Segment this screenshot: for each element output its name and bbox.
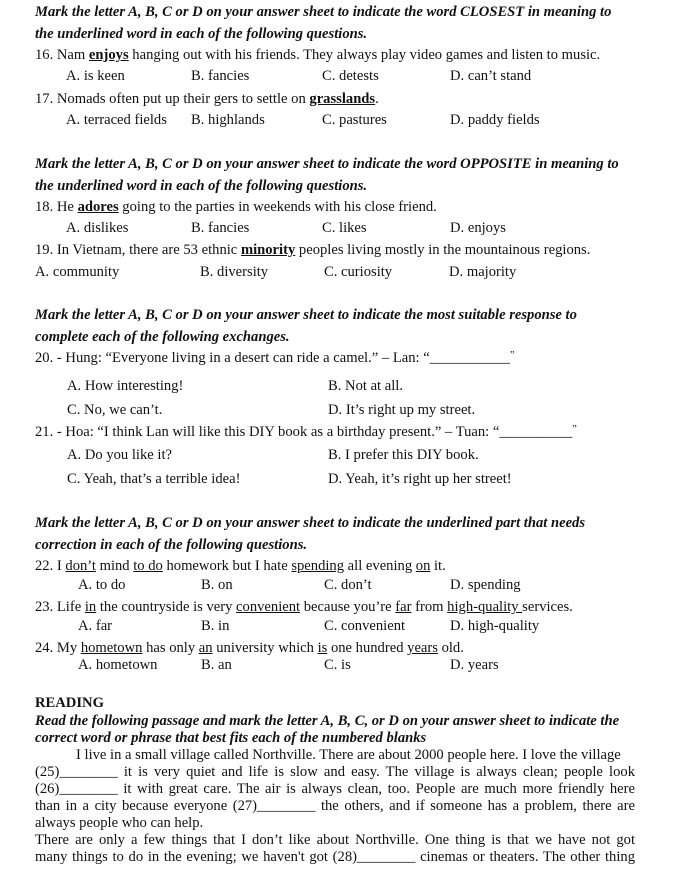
q22-text-1: 22. I: [35, 558, 66, 574]
q21-option-c[interactable]: C. Yeah, that’s a terrible idea!: [67, 471, 241, 487]
q23-underlined-b: convenient: [236, 599, 301, 615]
q18-underlined-word: adores: [77, 199, 119, 215]
q24-text-3: university which: [212, 640, 318, 656]
q22-option-a[interactable]: A. to do: [78, 577, 126, 593]
q16-option-d[interactable]: D. can’t stand: [450, 68, 532, 84]
q18-option-c[interactable]: C. likes: [322, 220, 367, 236]
q16-option-a[interactable]: A. is keen: [66, 68, 125, 84]
q21-option-d[interactable]: D. Yeah, it’s right up her street!: [328, 471, 512, 487]
q24-underlined-a: hometown: [80, 640, 143, 656]
q21-answer-blank[interactable]: __________: [499, 424, 573, 440]
q24-text-1: 24. My: [35, 640, 81, 656]
q20-option-d[interactable]: D. It’s right up my street.: [328, 402, 476, 418]
q24-text-5: old.: [437, 640, 464, 656]
q24-option-a[interactable]: A. hometown: [78, 657, 158, 673]
q17-option-a[interactable]: A. terraced fields: [66, 112, 167, 128]
q23-underlined-d: high-quality: [447, 599, 523, 615]
q19-option-b[interactable]: B. diversity: [200, 264, 269, 280]
section2-instruction-line1: Mark the letter A, B, C or D on your answer sheet to indicate the word OPPOSITE in meaning to: [35, 156, 619, 172]
q22-underlined-c: spending: [291, 558, 345, 574]
question-18: [35, 199, 437, 216]
q23-option-c[interactable]: C. convenient: [324, 618, 406, 634]
q20-close-quote: ”: [509, 350, 515, 361]
q22-text-4: all evening: [344, 558, 416, 574]
reading-instruction-line2: correct word or phrase that best fits each of the numbered blanks: [35, 730, 427, 746]
q23-option-b[interactable]: B. in: [201, 618, 230, 634]
q20-option-a[interactable]: A. How interesting!: [67, 378, 184, 394]
q16-option-b[interactable]: B. fancies: [191, 68, 250, 84]
q17-stem-end: .: [375, 91, 379, 107]
q17-option-b[interactable]: B. highlands: [191, 112, 265, 128]
q18-stem-end: going to the parties in weekends with his close friend.: [118, 199, 437, 215]
q24-option-d[interactable]: D. years: [450, 657, 499, 673]
q18-option-b[interactable]: B. fancies: [191, 220, 250, 236]
q17-stem-start: 17. Nomads often put up their gers to settle on: [35, 91, 310, 107]
passage-line-4: than in a city because everyone (27)________ the others, and if someone has a problem, there are: [35, 798, 635, 814]
section1-instruction-line2: the underlined word in each of the following questions.: [35, 26, 368, 42]
q19-stem-end: peoples living mostly in the mountainous regions.: [295, 242, 591, 258]
q22-option-c[interactable]: C. don’t: [324, 577, 372, 593]
question-23: [35, 599, 573, 616]
q19-stem-start: 19. In Vietnam, there are 53 ethnic: [35, 242, 241, 258]
q22-underlined-d: on: [415, 558, 431, 574]
q23-text-4: from: [411, 599, 448, 615]
section3-instruction-line1: Mark the letter A, B, C or D on your answer sheet to indicate the most suitable response to: [35, 307, 577, 323]
q20-answer-blank[interactable]: ___________: [429, 350, 510, 366]
q23-text-1: 23. Life: [35, 599, 85, 615]
question-16: [35, 47, 600, 64]
q23-text-3: because you’re: [300, 599, 396, 615]
question-17: [35, 91, 379, 108]
q24-underlined-c: is: [317, 640, 328, 656]
q20-option-b[interactable]: B. Not at all.: [328, 378, 403, 394]
q18-option-d[interactable]: D. enjoys: [450, 220, 506, 236]
q21-close-quote: ”: [572, 424, 577, 435]
q20-stem: 20. - Hung: “Everyone living in a desert can ride a camel.” – Lan: “: [35, 350, 430, 366]
q22-text-3: homework but I hate: [162, 558, 292, 574]
q22-underlined-a: don’t: [65, 558, 96, 574]
q23-text-2: the countryside is very: [96, 599, 237, 615]
q16-option-c[interactable]: C. detests: [322, 68, 379, 84]
passage-line-6: There are only a few things that I don’t like about Northville. One thing is that we have not got: [35, 832, 635, 848]
reading-instruction-line1: Read the following passage and mark the letter A, B, C, or D on your answer sheet to indicate the: [35, 713, 620, 729]
q22-text-2: mind: [95, 558, 134, 574]
q23-underlined-a: in: [84, 599, 97, 615]
q17-underlined-word: grasslands: [309, 91, 376, 107]
passage-line-3: (26)________ it with great care. The air is always clean, too. People are much more friendly here: [35, 781, 635, 797]
question-19: [35, 242, 590, 259]
q17-option-d[interactable]: D. paddy fields: [450, 112, 540, 128]
q24-underlined-b: an: [198, 640, 213, 656]
question-21: [35, 424, 577, 442]
q17-option-c[interactable]: C. pastures: [322, 112, 387, 128]
q23-option-a[interactable]: A. far: [78, 618, 113, 634]
passage-line-5: always people who can help.: [35, 815, 204, 831]
section3-instruction-line2: complete each of the following exchanges.: [35, 329, 290, 345]
q16-stem-end: hanging out with his friends. They always play video games and listen to music.: [128, 47, 601, 63]
q16-underlined-word: enjoys: [88, 47, 129, 63]
q22-option-b[interactable]: B. on: [201, 577, 233, 593]
q23-text-5: services.: [522, 599, 573, 615]
passage-line-2: (25)________ it is very quiet and life is slow and easy. The village is always clean; people look: [35, 764, 635, 780]
q22-option-d[interactable]: D. spending: [450, 577, 521, 593]
question-22: [35, 558, 446, 575]
q24-option-c[interactable]: C. is: [324, 657, 351, 673]
q19-option-a[interactable]: A. community: [35, 264, 120, 280]
q19-option-d[interactable]: D. majority: [449, 264, 517, 280]
q21-option-a[interactable]: A. Do you like it?: [67, 447, 172, 463]
section4-instruction-line1: Mark the letter A, B, C or D on your answer sheet to indicate the underlined part that needs: [35, 515, 586, 531]
question-24: [35, 640, 464, 657]
q18-stem-start: 18. He: [35, 199, 78, 215]
q20-option-c[interactable]: C. No, we can’t.: [67, 402, 163, 418]
reading-heading: READING: [35, 695, 104, 711]
q22-text-5: it.: [430, 558, 446, 574]
q21-stem: 21. - Hoa: “I think Lan will like this DIY book as a birthday present.” – Tuan: “: [35, 424, 500, 440]
q24-option-b[interactable]: B. an: [201, 657, 232, 673]
passage-line-1: I live in a small village called Northville. There are about 2000 people here. I love the village: [76, 747, 621, 763]
section1-instruction-line1: Mark the letter A, B, C or D on your answer sheet to indicate the word CLOSEST in meaning to: [35, 4, 612, 20]
section4-instruction-line2: correction in each of the following questions.: [35, 537, 308, 553]
question-20: [35, 350, 514, 368]
q23-option-d[interactable]: D. high-quality: [450, 618, 540, 634]
q24-text-4: one hundred: [327, 640, 408, 656]
q18-option-a[interactable]: A. dislikes: [66, 220, 129, 236]
q24-underlined-d: years: [407, 640, 438, 656]
q24-text-2: has only: [142, 640, 199, 656]
q19-option-c[interactable]: C. curiosity: [324, 264, 393, 280]
q19-underlined-word: minority: [240, 242, 296, 258]
q23-underlined-c: far: [395, 599, 412, 615]
q21-option-b[interactable]: B. I prefer this DIY book.: [328, 447, 479, 463]
q16-stem-start: 16. Nam: [35, 47, 89, 63]
passage-line-7: many things to do in the evening; we haven't got (28)________ cinemas or theaters. The other thing: [35, 849, 635, 865]
q22-underlined-b: to do: [133, 558, 163, 574]
section2-instruction-line2: the underlined word in each of the following questions.: [35, 178, 368, 194]
